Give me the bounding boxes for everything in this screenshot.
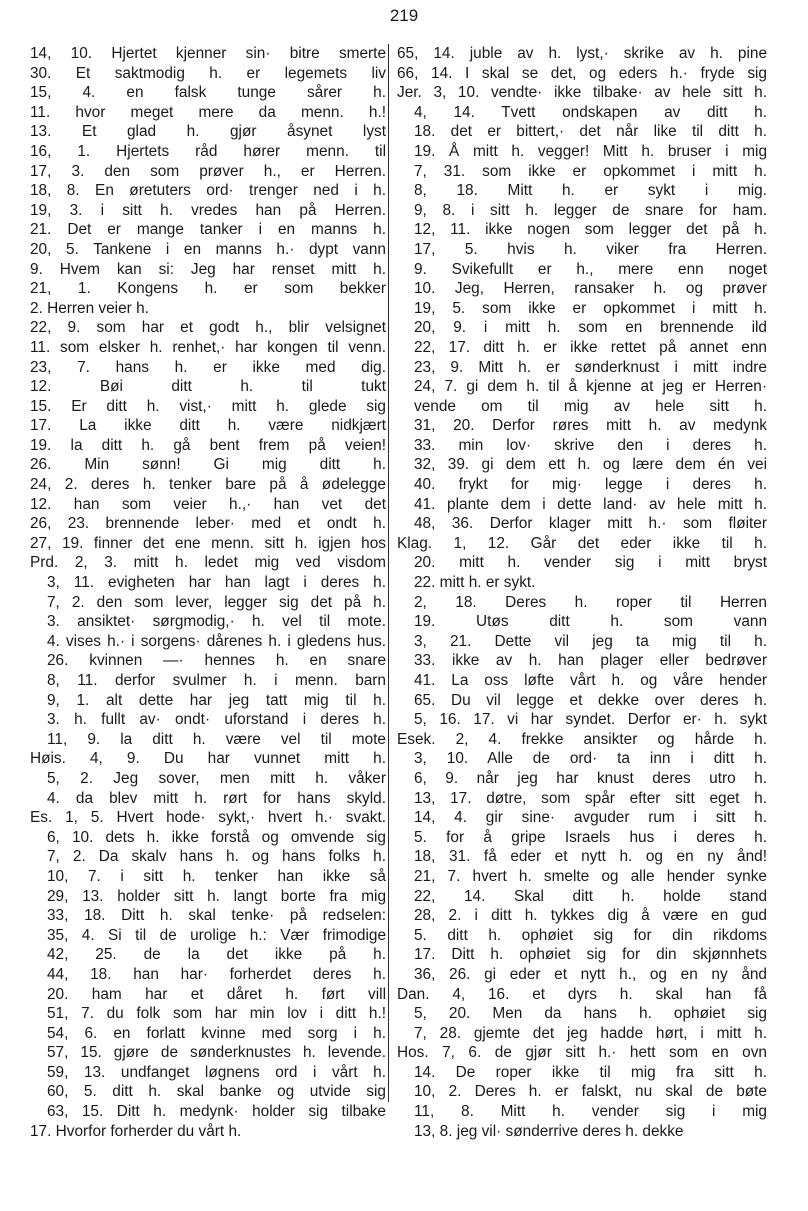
concordance-line: 27, 19. finner det ene menn. sitt h. igjen hos xyxy=(30,534,386,552)
concordance-line: 6, 9. når jeg har knust deres utro h. xyxy=(414,769,767,787)
concordance-line: 22. mitt h. er sykt. xyxy=(414,574,536,592)
concordance-line: 17. Hvorfor forherder du vårt h. xyxy=(30,1122,242,1140)
concordance-line: 17, 5. hvis h. viker fra Herren. xyxy=(414,240,767,258)
concordance-line: 9. Svikefullt er h., mere enn noget xyxy=(414,260,767,278)
concordance-line: 15. Er ditt h. vist,· mitt h. glede sig xyxy=(30,397,386,415)
concordance-line: 63, 15. Ditt h. medynk· holder sig tilbake xyxy=(47,1103,386,1121)
concordance-line: 36, 26. gi eder et nytt h., og en ny ånd xyxy=(414,965,767,983)
concordance-line: 31, 20. Derfor røres mitt h. av medynk xyxy=(414,417,767,435)
concordance-line: 42, 25. de la det ikke på h. xyxy=(47,946,386,964)
concordance-line: 51, 7. du folk som har min lov i ditt h.! xyxy=(47,1005,386,1023)
concordance-line: 13, 17. døtre, som spår efter sitt eget h. xyxy=(414,789,767,807)
concordance-line: 41. La oss løfte vårt h. og våre hender xyxy=(414,672,767,689)
concordance-line: 18, 31. få eder et nytt h. og en ny ånd! xyxy=(414,848,767,866)
concordance-line: 22, 14. Skal ditt h. holde stand xyxy=(414,887,767,905)
concordance-line: 14, 10. Hjertet kjenner sin· bitre smerte xyxy=(30,45,386,62)
concordance-line: 24, 2. deres h. tenker bare på å ødelegge xyxy=(30,476,386,494)
concordance-line: 19. Utøs ditt h. som vann xyxy=(414,613,767,631)
concordance-line: 33, 18. Ditt h. skal tenke· på redselen: xyxy=(47,907,386,925)
concordance-line: 29, 13. holder sitt h. langt borte fra mig xyxy=(47,887,386,905)
concordance-line: 2, 18. Deres h. roper til Herren xyxy=(414,593,767,611)
concordance-line: 3. h. fullt av· ondt· uforstand i deres h. xyxy=(47,711,386,729)
concordance-line: Esek. 2, 4. frekke ansikter og hårde h. xyxy=(397,730,767,748)
concordance-line: 18, 8. En øretuters ord· trenger ned i h. xyxy=(30,182,386,200)
right-column xyxy=(397,44,767,1141)
concordance-line: 5. ditt h. ophøiet sig for din rikdoms xyxy=(414,926,767,944)
concordance-line: 10. Jeg, Herren, ransaker h. og prøver xyxy=(414,280,767,298)
concordance-line: 57, 15. gjøre de sønderknustes h. levende. xyxy=(47,1044,386,1062)
concordance-line: 16, 1. Hjertets råd hører menn. til xyxy=(30,142,386,160)
concordance-line: 20. ham har et dåret h. ført vill xyxy=(47,985,386,1003)
concordance-line: 59, 13. undfanget løgnens ord i vårt h. xyxy=(47,1063,386,1081)
concordance-line: 66, 14. I skal se det, og eders h.· fryde sig xyxy=(397,64,767,82)
concordance-line: 24, 7. gi dem h. til å kjenne at jeg er Herren· xyxy=(414,378,767,396)
concordance-line: 4. da blev mitt h. rørt for hans skyld. xyxy=(47,789,386,807)
page-number: 219 xyxy=(389,6,419,25)
concordance-line: 3, 10. Alle de ord· ta inn i ditt h. xyxy=(414,750,767,768)
concordance-line: 26. kvinnen —· hennes h. en snare xyxy=(47,652,386,670)
concordance-line: Dan. 4, 16. et dyrs h. skal han få xyxy=(397,985,767,1003)
concordance-line: 44, 18. han har· forherdet deres h. xyxy=(47,965,386,983)
concordance-line: 12. Bøi ditt h. til tukt xyxy=(30,378,386,396)
concordance-line: 26, 23. brennende leber· med et ondt h. xyxy=(30,515,386,533)
concordance-line: Klag. 1, 12. Går det eder ikke til h. xyxy=(397,534,767,552)
concordance-line: 18. det er bittert,· det når like til ditt h. xyxy=(414,123,767,141)
concordance-line: 30. Et saktmodig h. er legemets liv xyxy=(30,64,386,82)
concordance-line: 12. han som veier h.,· han vet det xyxy=(30,495,386,513)
concordance-line: 19, 3. i sitt h. vredes han på Herren. xyxy=(30,201,386,219)
concordance-line: 3, 21. Dette vil jeg ta mig til h. xyxy=(414,632,767,650)
concordance-line: vende om til mig av hele sitt h. xyxy=(414,397,767,415)
concordance-line: 5, 2. Jeg sover, men mitt h. våker xyxy=(47,769,386,787)
concordance-line: 4. vises h.· i sorgens· dårenes h. i gledens hus. xyxy=(47,632,386,650)
concordance-line: 23, 7. hans h. er ikke med dig. xyxy=(30,358,386,376)
concordance-line: 5, 16. 17. vi har syndet. Derfor er· h. sykt xyxy=(414,711,767,729)
concordance-line: 17. Ditt h. ophøiet sig for din skjønnhets xyxy=(414,946,767,964)
concordance-line: 14, 4. gir sine· avguder rum i sitt h. xyxy=(414,809,767,827)
concordance-line: 40. frykt for mig· legge i deres h. xyxy=(414,476,767,494)
concordance-line: 65. Du vil legge et dekke over deres h. xyxy=(414,691,767,709)
concordance-line: Hos. 7, 6. de gjør sitt h.· hett som en ovn xyxy=(397,1044,767,1062)
concordance-line: 33. ikke av h. han plager eller bedrøver xyxy=(414,652,767,670)
concordance-line: 17. La ikke ditt h. være nidkjært xyxy=(30,417,386,435)
column-divider xyxy=(388,44,389,1102)
concordance-line: 13. Et glad h. gjør åsynet lyst xyxy=(30,123,386,141)
concordance-line: 13, 8. jeg vil· sønderrive deres h. dekke xyxy=(414,1122,684,1140)
concordance-line: 17, 3. den som prøver h., er Herren. xyxy=(30,162,386,180)
concordance-line: 7, 31. som ikke er opkommet i mitt h. xyxy=(414,162,767,180)
concordance-line: 11. som elsker h. renhet,· har kongen til venn. xyxy=(30,338,386,356)
concordance-line: Høis. 4, 9. Du har vunnet mitt h. xyxy=(30,750,386,768)
concordance-line: 35, 4. Si til de urolige h.: Vær frimodige xyxy=(47,926,386,944)
concordance-line: 5, 20. Men da hans h. ophøiet sig xyxy=(414,1005,767,1023)
concordance-line: 19. la ditt h. gå bent frem på veien! xyxy=(30,436,386,454)
concordance-line: 3. ansiktet· sørgmodig,· h. vel til mote. xyxy=(47,613,386,631)
concordance-line: 15, 4. en falsk tunge sårer h. xyxy=(30,84,386,102)
concordance-line: Jer. 3, 10. vendte· ikke tilbake· av hele sitt h. xyxy=(397,84,767,102)
concordance-line: 26. Min sønn! Gi mig ditt h. xyxy=(30,456,386,474)
concordance-line: 11, 9. la ditt h. være vel til mote xyxy=(47,730,386,748)
concordance-line: 4, 14. Tvett ondskapen av ditt h. xyxy=(414,103,767,121)
concordance-line: 21, 7. hvert h. smelte og alle hender synke xyxy=(414,867,767,885)
concordance-line: 41. plante dem i dette land· av hele mitt h. xyxy=(414,495,767,513)
concordance-line: 8, 11. derfor svulmer h. i menn. barn xyxy=(47,672,386,689)
concordance-line: 10, 7. i sitt h. tenker han ikke så xyxy=(47,867,386,885)
concordance-line: 7, 2. den som lever, legger sig det på h. xyxy=(47,593,386,611)
concordance-line: 2. Herren veier h. xyxy=(30,299,149,317)
concordance-line: 8, 18. Mitt h. er sykt i mig. xyxy=(414,182,767,200)
concordance-line: 14. De roper ikke til mig fra sitt h. xyxy=(414,1063,767,1081)
concordance-line: 54, 6. en forlatt kvinne med sorg i h. xyxy=(47,1024,386,1042)
concordance-line: 9, 8. i sitt h. legger de snare for ham. xyxy=(414,201,767,219)
concordance-line: Es. 1, 5. Hvert hode· sykt,· hvert h.· svakt. xyxy=(30,809,386,827)
concordance-line: 33. min lov· skrive den i deres h. xyxy=(414,436,767,454)
concordance-line: 21, 1. Kongens h. er som bekker xyxy=(30,280,386,298)
concordance-line: 65, 14. juble av h. lyst,· skrike av h. pine xyxy=(397,45,767,62)
concordance-line: 20, 9. i mitt h. som en brennende ild xyxy=(414,319,767,337)
concordance-line: 7, 2. Da skalv hans h. og hans folks h. xyxy=(47,848,386,866)
concordance-line: 22, 9. som har et godt h., blir velsignet xyxy=(30,319,386,337)
concordance-line: 7, 28. gjemte det jeg hadde hørt, i mitt h. xyxy=(414,1024,767,1042)
concordance-line: 3, 11. evigheten har han lagt i deres h. xyxy=(47,574,386,592)
concordance-line: Prd. 2, 3. mitt h. ledet mig ved visdom xyxy=(30,554,386,572)
concordance-line: 5. for å gripe Israels hus i deres h. xyxy=(414,828,767,846)
concordance-line: 6, 10. dets h. ikke forstå og omvende sig xyxy=(47,828,386,846)
left-column xyxy=(30,44,386,1141)
concordance-line: 48, 36. Derfor klager mitt h.· som fløiter xyxy=(414,515,767,533)
concordance-line: 32, 39. gi dem ett h. og lære dem én vei xyxy=(414,456,767,474)
concordance-line: 9, 1. alt dette har jeg tatt mig til h. xyxy=(47,691,386,709)
concordance-line: 21. Det er mange tanker i en manns h. xyxy=(30,221,386,239)
concordance-line: 12, 11. ikke nogen som legger det på h. xyxy=(414,221,767,239)
concordance-line: 23, 9. Mitt h. er sønderknust i mitt indre xyxy=(414,358,767,376)
concordance-line: 11. hvor meget mere da menn. h.! xyxy=(30,103,386,121)
concordance-line: 11, 8. Mitt h. vender sig i mig xyxy=(414,1103,767,1121)
concordance-line: 28, 2. i ditt h. tykkes dig å være en gud xyxy=(414,907,767,925)
concordance-line: 60, 5. ditt h. skal banke og utvide sig xyxy=(47,1083,386,1101)
concordance-line: 19, 5. som ikke er opkommet i mitt h. xyxy=(414,299,767,317)
concordance-line: 20. mitt h. vender sig i mitt bryst xyxy=(414,554,767,572)
concordance-line: 9. Hvem kan si: Jeg har renset mitt h. xyxy=(30,260,386,278)
concordance-line: 22, 17. ditt h. er ikke rettet på annet enn xyxy=(414,338,767,356)
concordance-line: 20, 5. Tankene i en manns h.· dypt vann xyxy=(30,240,386,258)
concordance-line: 19. Å mitt h. vegger! Mitt h. bruser i mig xyxy=(414,142,767,160)
concordance-line: 10, 2. Deres h. er falskt, nu skal de bøte xyxy=(414,1083,767,1101)
